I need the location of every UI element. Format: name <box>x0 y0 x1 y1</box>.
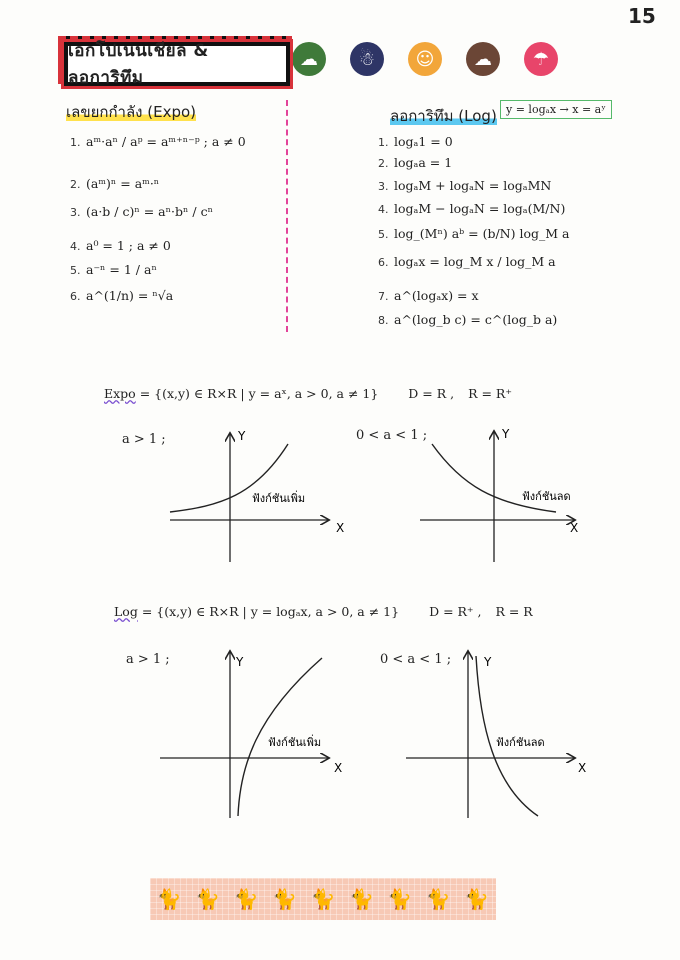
log-definition-box: y = logₐx → x = aʸ <box>500 100 612 119</box>
y-axis-label: Y <box>484 655 492 669</box>
column-divider <box>286 100 288 332</box>
log-rule: 2. logₐa = 1 <box>378 155 453 170</box>
log-increasing-graph <box>156 646 356 824</box>
y-axis-label: Y <box>502 427 510 441</box>
log-rule: 7. a^(logₐx) = x <box>378 288 479 303</box>
expo-rule: 5. a⁻ⁿ = 1 / aⁿ <box>70 262 157 277</box>
cat-icon: 🐈 <box>272 887 297 911</box>
expo-section-title: เลขยกกำลัง (Expo) <box>66 103 196 121</box>
expo-increasing-graph <box>160 428 360 568</box>
log-rule: 6. logₐx = log_M x / log_M a <box>378 254 556 269</box>
log-decreasing-graph <box>404 646 604 824</box>
umbrella-icon: ☂ <box>524 42 558 76</box>
cat-icon: 🐈 <box>233 887 259 911</box>
cat-icon: 🐈 <box>387 887 413 911</box>
cat-icon: 🐈 <box>425 887 451 911</box>
cat-icon: 🐈 <box>195 887 221 911</box>
expo-function-definition: Expo = {(x,y) ∈ R×R | y = aˣ, a > 0, a ≠ 1} D = R , R = R⁺ <box>104 386 512 401</box>
expo-decreasing-graph <box>414 426 614 566</box>
graph-condition: 0 < a < 1 ; <box>380 652 452 667</box>
cat-icon: 🐈 <box>348 887 374 911</box>
x-axis-label: X <box>336 521 345 535</box>
y-axis-label: Y <box>238 429 246 443</box>
curve-label: ฟังก์ชันเพิ่ม <box>252 492 306 505</box>
log-rule: 8. a^(log_b c) = c^(log_b a) <box>378 312 558 327</box>
log-rule: 5. log_(Mⁿ) aᵇ = (b/N) log_M a <box>378 226 570 241</box>
cat-icon: 🐈 <box>156 887 182 911</box>
expo-rule: 2. (aᵐ)ⁿ = aᵐ·ⁿ <box>70 176 160 191</box>
curve-label: ฟังก์ชันลด <box>522 490 571 503</box>
page-title: เอกโปเนนเชียล & ลอการิทึม <box>64 42 290 86</box>
cloud-rain-icon: ☁ <box>292 42 326 76</box>
thunder-cloud-icon: ☁ <box>466 42 500 76</box>
log-rule: 3. logₐM + logₐN = logₐMN <box>378 178 552 193</box>
y-axis-label: Y <box>236 655 244 669</box>
cat-icon: 🐈 <box>310 887 336 911</box>
expo-rule: 4. a⁰ = 1 ; a ≠ 0 <box>70 238 171 253</box>
sun-icon: ☺ <box>408 42 442 76</box>
expo-rule: 6. a^(1/n) = ⁿ√a <box>70 288 174 303</box>
log-function-definition: Log = {(x,y) ∈ R×R | y = logₐx, a > 0, a ≠ 1} D = R⁺ , R = R <box>114 604 533 619</box>
cat-icon: 🐈 <box>464 887 490 911</box>
log-rule: 1. logₐ1 = 0 <box>378 134 453 149</box>
x-axis-label: X <box>570 521 579 535</box>
washi-tape-decoration <box>150 878 496 920</box>
curve-label: ฟังก์ชันลด <box>496 736 545 749</box>
log-section-title: ลอการิทึม (Log) <box>390 107 497 125</box>
graph-condition: a > 1 ; <box>126 652 170 667</box>
x-axis-label: X <box>578 761 587 775</box>
graph-condition: 0 < a < 1 ; <box>356 428 428 443</box>
log-rule: 4. logₐM − logₐN = logₐ(M/N) <box>378 201 566 216</box>
page-number: 15 <box>628 4 656 28</box>
expo-rule: 1. aᵐ·aⁿ / aᵖ = aᵐ⁺ⁿ⁻ᵖ ; a ≠ 0 <box>70 134 246 149</box>
graph-condition: a > 1 ; <box>122 432 166 447</box>
expo-rule: 3. (a·b / c)ⁿ = aⁿ·bⁿ / cⁿ <box>70 204 213 219</box>
snowman-icon: ☃ <box>350 42 384 76</box>
x-axis-label: X <box>334 761 343 775</box>
curve-label: ฟังก์ชันเพิ่ม <box>268 736 322 749</box>
